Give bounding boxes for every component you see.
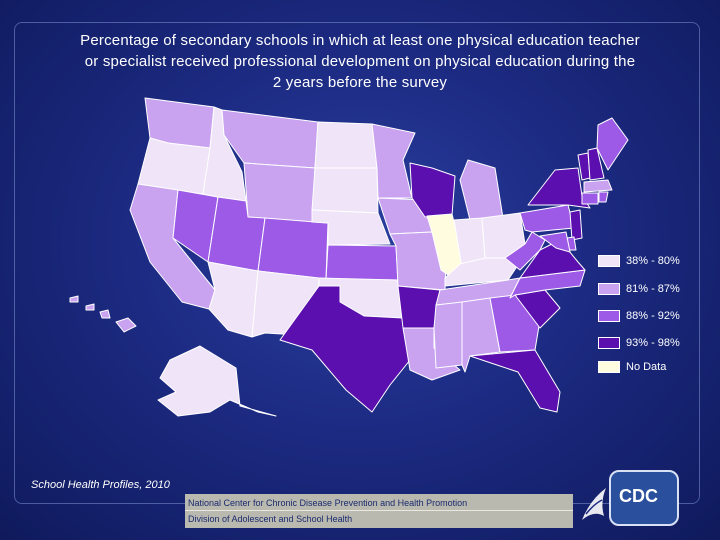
cdc-badge	[609, 470, 679, 526]
legend-item-3	[598, 308, 680, 324]
footer-divider	[185, 510, 573, 511]
footer-bar	[185, 494, 573, 528]
legend-label-3: 88% - 92%	[626, 310, 680, 322]
state-RI	[599, 192, 608, 202]
cdc-logo-text: CDC	[619, 486, 658, 506]
state-MA	[584, 180, 612, 192]
state-KS	[326, 245, 398, 280]
state-ME	[597, 118, 628, 170]
state-HI	[70, 296, 136, 332]
source-citation: School Health Profiles, 2010	[31, 479, 170, 491]
legend-item-1	[598, 253, 680, 269]
legend-swatch-5	[598, 361, 620, 373]
legend-swatch-4	[598, 337, 620, 349]
cdc-logo	[576, 470, 680, 530]
state-MT	[222, 110, 318, 168]
state-AZ	[208, 262, 258, 337]
state-MI	[460, 160, 503, 220]
state-MN	[372, 124, 415, 198]
state-CT	[582, 193, 598, 204]
title-line-3: 2 years before the survey	[272, 74, 448, 91]
state-AK	[158, 346, 276, 416]
state-SD	[312, 168, 378, 213]
footer-line-1: National Center for Chronic Disease Prevention and Health Promotion	[188, 498, 468, 508]
state-FL	[470, 350, 560, 412]
hhs-eagle-icon	[576, 470, 612, 526]
title-line-2: or specialist received professional development on physical education during the	[84, 53, 636, 70]
legend-item-2	[598, 281, 680, 297]
legend-label-2: 81% - 87%	[626, 283, 680, 295]
legend-swatch-2	[598, 283, 620, 295]
legend-item-4	[598, 335, 680, 351]
state-ND	[315, 122, 377, 168]
footer-line-2: Division of Adolescent and School Health	[188, 514, 353, 524]
state-MS	[434, 302, 462, 368]
state-WY	[244, 163, 315, 222]
legend-label-5: No Data	[626, 361, 667, 373]
legend-item-5	[598, 359, 666, 375]
legend-label-4: 93% - 98%	[626, 337, 680, 349]
state-CO	[258, 218, 328, 279]
legend-label-1: 38% - 80%	[626, 255, 680, 267]
legend-swatch-1	[598, 255, 620, 267]
state-PA	[520, 205, 574, 232]
legend-swatch-3	[598, 310, 620, 322]
state-NJ	[570, 210, 582, 240]
state-AR	[398, 286, 440, 328]
title-line-1: Percentage of secondary schools in which at least one physical education teacher	[80, 32, 640, 49]
